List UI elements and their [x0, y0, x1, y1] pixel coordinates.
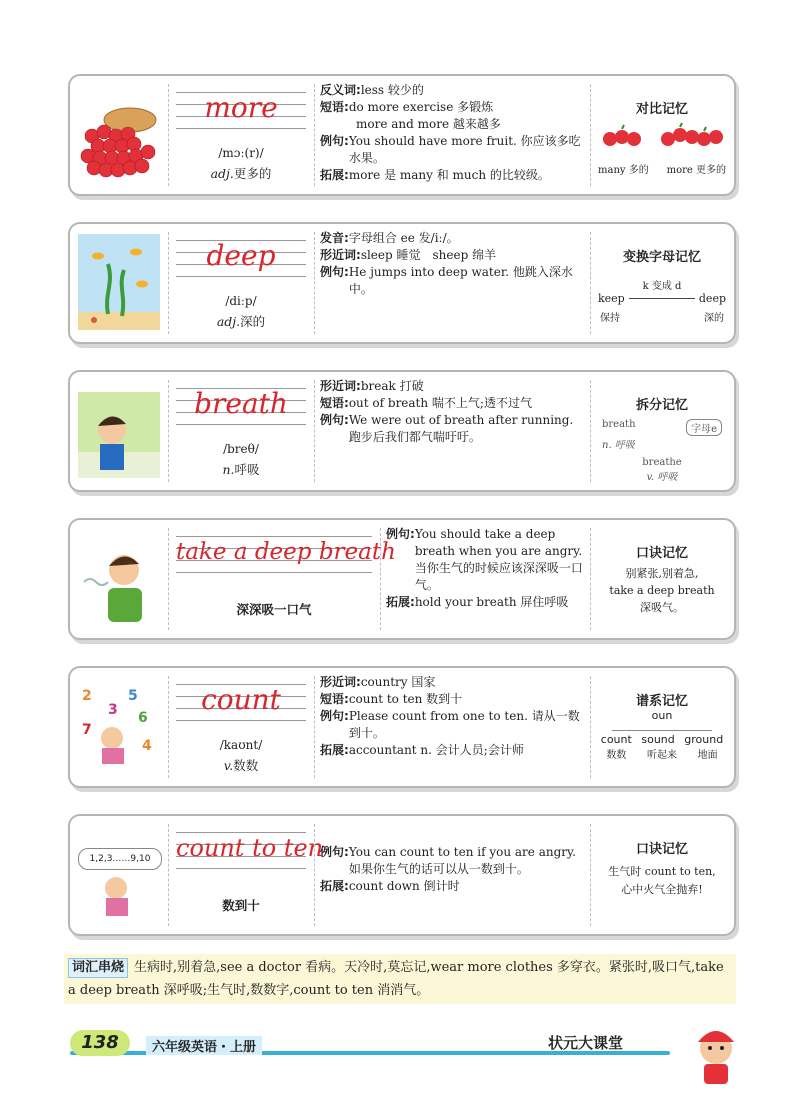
vocab-card-more — [68, 74, 736, 196]
mascot-icon — [688, 1018, 744, 1090]
apples-compare-icon — [596, 117, 728, 157]
apple-basket-illustration — [78, 86, 160, 182]
vocab-card-count-to-ten — [68, 814, 736, 936]
memory-tip: 谱系记忆 oun count sound ground 数数 听起来 地面 — [596, 676, 728, 780]
word-title: take a deep breath — [176, 539, 396, 565]
word-details: 例句: You can count to ten if you are angry. 如果你生气的话可以从一数到十。 拓展: count down 倒计时 — [320, 845, 576, 893]
memory-title: 口诀记忆 — [635, 842, 688, 857]
child-icon — [78, 872, 160, 922]
child-counting-illustration — [78, 678, 160, 774]
phonetic: /breθ/ — [223, 442, 259, 456]
word-area — [176, 84, 306, 188]
memory-tip: 拆分记忆 breath 字母e n. 呼吸 breathe v. 呼吸 — [596, 380, 728, 484]
part-of-speech-meaning: adj.深的 — [216, 314, 266, 329]
part-of-speech-meaning: v.数数 — [223, 758, 259, 773]
page-number: 138 — [70, 1030, 130, 1056]
phonetic: /kaʊnt/ — [219, 738, 263, 752]
man-breathing-illustration — [78, 530, 160, 626]
word-area — [176, 824, 324, 928]
memory-tip: 对比记忆 many 多的 more 更多的 — [596, 84, 728, 188]
word-title: more — [204, 91, 278, 124]
memory-title: 拆分记忆 — [635, 398, 688, 413]
word-title: count to ten — [176, 834, 324, 862]
vocab-card-take-a-deep-breath — [68, 518, 736, 640]
word-area — [176, 676, 306, 780]
word-area — [176, 380, 306, 484]
number-7: 7 — [82, 722, 92, 738]
word-title: breath — [194, 387, 288, 420]
word-chain-strip — [64, 954, 736, 1004]
number-4: 4 — [142, 738, 152, 754]
vocab-card-deep — [68, 222, 736, 344]
book-title: 六年级英语・上册 — [146, 1036, 262, 1055]
boy-breathing-illustration — [78, 382, 160, 478]
word-details: 例句: You should take a deep breath when you are angry. 当你生气的时候应该深深吸一口气。 拓展: hold your breath 屏住呼吸 — [386, 527, 583, 609]
child-count-bubble-illustration — [78, 826, 160, 922]
word-chain-tag: 词汇串烧 — [68, 958, 128, 978]
part-of-speech-meaning: adj.更多的 — [210, 166, 272, 181]
memory-tip: 口诀记忆 别紧张,别着急, take a deep breath 深吸气。 — [596, 528, 728, 632]
count-bubble: 1,2,3……9,10 — [78, 848, 162, 870]
memory-title: 对比记忆 — [635, 102, 688, 117]
number-2: 2 — [82, 688, 92, 704]
word-details: 发音: 字母组合 ee 发/iː/。 形近词: sleep 睡觉 sheep 绵羊 例句: He jumps into deep water. 他跳入深水中。 — [320, 231, 573, 296]
meaning: 深深吸一口气 — [236, 602, 312, 617]
word-details: 形近词: break 打破 短语: out of breath 喘不上气;透不过气 例句: We were out of breath after running. 跑步后我们都气喘吁吁。 — [320, 379, 574, 444]
word-area — [176, 232, 306, 336]
memory-title: 口诀记忆 — [635, 546, 688, 561]
vocab-card-breath — [68, 370, 736, 492]
underwater-illustration — [78, 234, 160, 330]
phonetic: /mɔː(r)/ — [218, 146, 264, 160]
word-details: 反义词: less 较少的 短语: do more exercise 多锻炼 more and more 越来越多 例句: You should have more fruit. 你应该多吃水果。 拓展: more 是 many 和 much 的比较级。 — [320, 83, 581, 182]
meaning: 数到十 — [222, 898, 260, 913]
vocab-card-count — [68, 666, 736, 788]
word-title: count — [201, 683, 281, 716]
memory-tip: 口诀记忆 生气时 count to ten, 心中火气全抛弃! — [596, 824, 728, 928]
memory-title: 变换字母记忆 — [622, 250, 701, 265]
memory-tip: 变换字母记忆 k 变成 d keep deep 保持 深的 — [596, 232, 728, 336]
number-3: 3 — [108, 702, 118, 718]
word-area — [176, 528, 396, 632]
phonetic: /diːp/ — [225, 294, 257, 308]
memory-title: 谱系记忆 — [635, 694, 688, 709]
number-6: 6 — [138, 710, 148, 726]
brand-name: 状元大课堂 — [548, 1034, 624, 1052]
word-details: 形近词: country 国家 短语: count to ten 数到十 例句: Please count from one to ten. 请从一数到十。 拓展: accountant n. 会计人员;会计师 — [320, 675, 580, 757]
word-chain-text: 生病时,别着急,see a doctor 看病。天冷时,莫忘记,wear more clothes 多穿衣。紧张时,吸口气,take a deep breath 深呼吸;生气时,数数字,count to ten 消消气。 — [68, 960, 724, 998]
number-5: 5 — [128, 688, 138, 704]
part-of-speech-meaning: n.呼吸 — [222, 462, 260, 477]
word-title: deep — [206, 239, 276, 272]
